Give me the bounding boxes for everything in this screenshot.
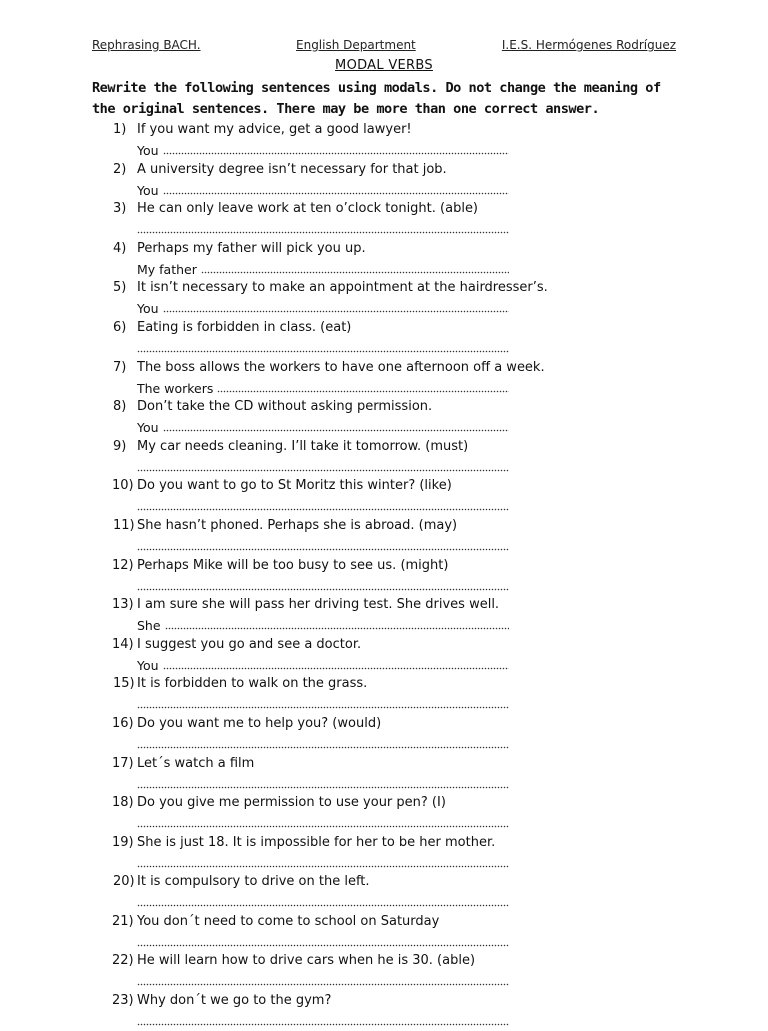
page-title: MODAL VERBS	[335, 58, 433, 73]
dotted-answer-blank[interactable]	[137, 548, 509, 551]
header-department: English Department	[296, 38, 416, 52]
exercise-sentence: Do you want me to help you? (would)	[137, 715, 382, 731]
dotted-answer-blank[interactable]	[137, 786, 509, 789]
dotted-answer-blank[interactable]	[165, 627, 509, 630]
exercise-sentence: Don’t take the CD without asking permission.	[137, 399, 433, 415]
header-course: Rephrasing BACH.	[92, 38, 201, 52]
exercise-number: 11)	[113, 517, 135, 533]
dotted-answer-blank[interactable]	[137, 588, 509, 591]
answer-prefix: My father	[137, 261, 197, 277]
exercise-number: 8)	[113, 399, 127, 415]
dotted-answer-blank[interactable]	[217, 390, 509, 393]
dotted-answer-blank[interactable]	[137, 231, 509, 234]
exercise-item	[0, 318, 768, 358]
answer-line[interactable]	[137, 419, 509, 435]
answer-line[interactable]	[137, 538, 509, 554]
exercise-number: 17)	[112, 755, 134, 771]
answer-prefix: She	[137, 618, 161, 634]
exercise-sentence: Let´s watch a film	[137, 755, 255, 771]
exercise-number: 2)	[113, 161, 127, 177]
exercise-sentence: A university degree isn’t necessary for that job.	[137, 161, 447, 177]
answer-prefix: You	[137, 143, 159, 158]
answer-line[interactable]	[137, 340, 509, 356]
dotted-answer-blank[interactable]	[163, 429, 509, 432]
exercise-item	[0, 199, 768, 239]
exercise-item	[0, 358, 768, 398]
exercise-sentence: Perhaps Mike will be too busy to see us. (might)	[137, 557, 449, 573]
exercise-sentence: He will learn how to drive cars when he is 30. (able)	[137, 953, 476, 969]
exercise-number: 23)	[112, 993, 134, 1009]
answer-line[interactable]	[137, 261, 509, 277]
exercise-item	[0, 951, 768, 991]
exercise-item	[0, 912, 768, 952]
exercise-number: 21)	[112, 913, 134, 929]
exercise-sentence: He can only leave work at ten o’clock tonight. (able)	[137, 201, 479, 217]
answer-prefix: You	[137, 420, 159, 436]
dotted-answer-blank[interactable]	[137, 825, 509, 828]
exercise-sentence: I am sure she will pass her driving test. She drives well.	[137, 597, 500, 613]
exercise-item	[0, 278, 768, 318]
exercise-number: 15)	[113, 676, 135, 692]
answer-line[interactable]	[137, 934, 509, 950]
dotted-answer-blank[interactable]	[137, 350, 509, 353]
exercise-item	[0, 833, 768, 873]
answer-line[interactable]	[137, 221, 509, 237]
dotted-answer-blank[interactable]	[137, 865, 509, 868]
exercise-number: 18)	[112, 795, 134, 811]
exercise-number: 1)	[113, 122, 127, 137]
answer-prefix: You	[137, 182, 159, 198]
dotted-answer-blank[interactable]	[137, 746, 509, 749]
exercise-number: 19)	[112, 834, 134, 850]
exercise-number: 7)	[113, 359, 127, 375]
dotted-answer-blank[interactable]	[163, 152, 509, 155]
answer-line[interactable]	[137, 617, 509, 633]
exercise-sentence: The boss allows the workers to have one afternoon off a week.	[137, 359, 545, 375]
exercise-number: 9)	[113, 438, 127, 454]
exercise-number: 5)	[113, 280, 127, 296]
exercise-item	[0, 120, 768, 160]
exercise-item	[0, 476, 768, 516]
exercise-item	[0, 595, 768, 635]
dotted-answer-blank[interactable]	[201, 271, 509, 274]
exercise-item	[0, 674, 768, 714]
exercise-item	[0, 437, 768, 477]
exercise-item	[0, 754, 768, 794]
exercise-item	[0, 516, 768, 556]
exercise-number: 12)	[112, 557, 134, 573]
exercise-item	[0, 793, 768, 833]
exercise-number: 10)	[112, 478, 134, 494]
answer-line[interactable]	[137, 142, 509, 158]
exercise-number: 14)	[112, 636, 134, 652]
exercise-item	[0, 714, 768, 754]
exercise-number: 6)	[113, 319, 127, 335]
page-header	[92, 38, 676, 54]
exercise-item	[0, 872, 768, 912]
answer-line[interactable]	[137, 973, 509, 989]
exercise-sentence: My car needs cleaning. I’ll take it tomorrow. (must)	[137, 438, 469, 454]
answer-line[interactable]	[137, 696, 509, 712]
exercise-number: 22)	[112, 953, 134, 969]
instructions: Rewrite the following sentences using modals. Do not change the meaning of the original sentences. There may be more than one correct answer.	[92, 80, 661, 117]
answer-line[interactable]	[137, 300, 509, 316]
answer-line[interactable]	[137, 776, 509, 792]
dotted-answer-blank[interactable]	[137, 508, 509, 511]
exercise-item	[0, 556, 768, 596]
dotted-answer-blank[interactable]	[137, 469, 509, 472]
exercise-sentence: Do you want to go to St Moritz this winter? (like)	[137, 478, 452, 494]
dotted-answer-blank[interactable]	[137, 944, 509, 947]
exercise-number: 13)	[112, 597, 134, 613]
answer-line[interactable]	[137, 894, 509, 910]
header-school: I.E.S. Hermógenes Rodríguez	[501, 38, 676, 52]
dotted-answer-blank[interactable]	[163, 310, 509, 313]
answer-line[interactable]	[137, 736, 509, 752]
answer-line[interactable]	[137, 657, 509, 673]
exercise-number: 16)	[112, 715, 134, 731]
exercise-sentence: You don´t need to come to school on Saturday	[137, 913, 440, 929]
answer-line[interactable]	[137, 459, 509, 475]
exercise-item	[0, 160, 768, 200]
exercise-sentence: She hasn’t phoned. Perhaps she is abroad. (may)	[137, 517, 458, 533]
answer-prefix: You	[137, 657, 159, 673]
exercise-sentence: If you want my advice, get a good lawyer!	[137, 122, 412, 137]
answer-prefix: You	[137, 301, 159, 317]
exercise-sentence: Why don´t we go to the gym?	[137, 993, 332, 1009]
answer-line[interactable]	[137, 578, 509, 594]
exercise-item	[0, 239, 768, 279]
exercise-number: 4)	[113, 240, 127, 256]
answer-line[interactable]	[137, 182, 509, 198]
dotted-answer-blank[interactable]	[163, 192, 509, 195]
exercise-number: 20)	[113, 874, 135, 890]
answer-prefix: The workers	[137, 380, 214, 396]
exercise-list	[0, 120, 768, 1031]
exercise-sentence: She is just 18. It is impossible for her to be her mother.	[137, 834, 496, 850]
answer-line[interactable]	[137, 380, 509, 396]
answer-line[interactable]	[137, 815, 509, 831]
dotted-answer-blank[interactable]	[137, 706, 509, 709]
exercise-item	[0, 635, 768, 675]
exercise-sentence: Do you give me permission to use your pen? (I)	[137, 795, 446, 811]
exercise-sentence: It is compulsory to drive on the left.	[137, 874, 370, 890]
answer-line[interactable]	[137, 855, 509, 871]
exercise-sentence: I suggest you go and see a doctor.	[137, 636, 362, 652]
exercise-sentence: It isn’t necessary to make an appointment at the hairdresser’s.	[137, 280, 548, 296]
exercise-sentence: Eating is forbidden in class. (eat)	[137, 319, 352, 335]
exercise-item	[0, 991, 768, 1031]
dotted-answer-blank[interactable]	[163, 667, 509, 670]
dotted-answer-blank[interactable]	[137, 904, 509, 907]
exercise-sentence: Perhaps my father will pick you up.	[137, 240, 366, 256]
answer-line[interactable]	[137, 498, 509, 514]
exercise-sentence: It is forbidden to walk on the grass.	[137, 676, 368, 692]
exercise-item	[0, 397, 768, 437]
exercise-number: 3)	[113, 201, 127, 217]
dotted-answer-blank[interactable]	[137, 983, 509, 986]
answer-line[interactable]	[137, 1013, 509, 1029]
